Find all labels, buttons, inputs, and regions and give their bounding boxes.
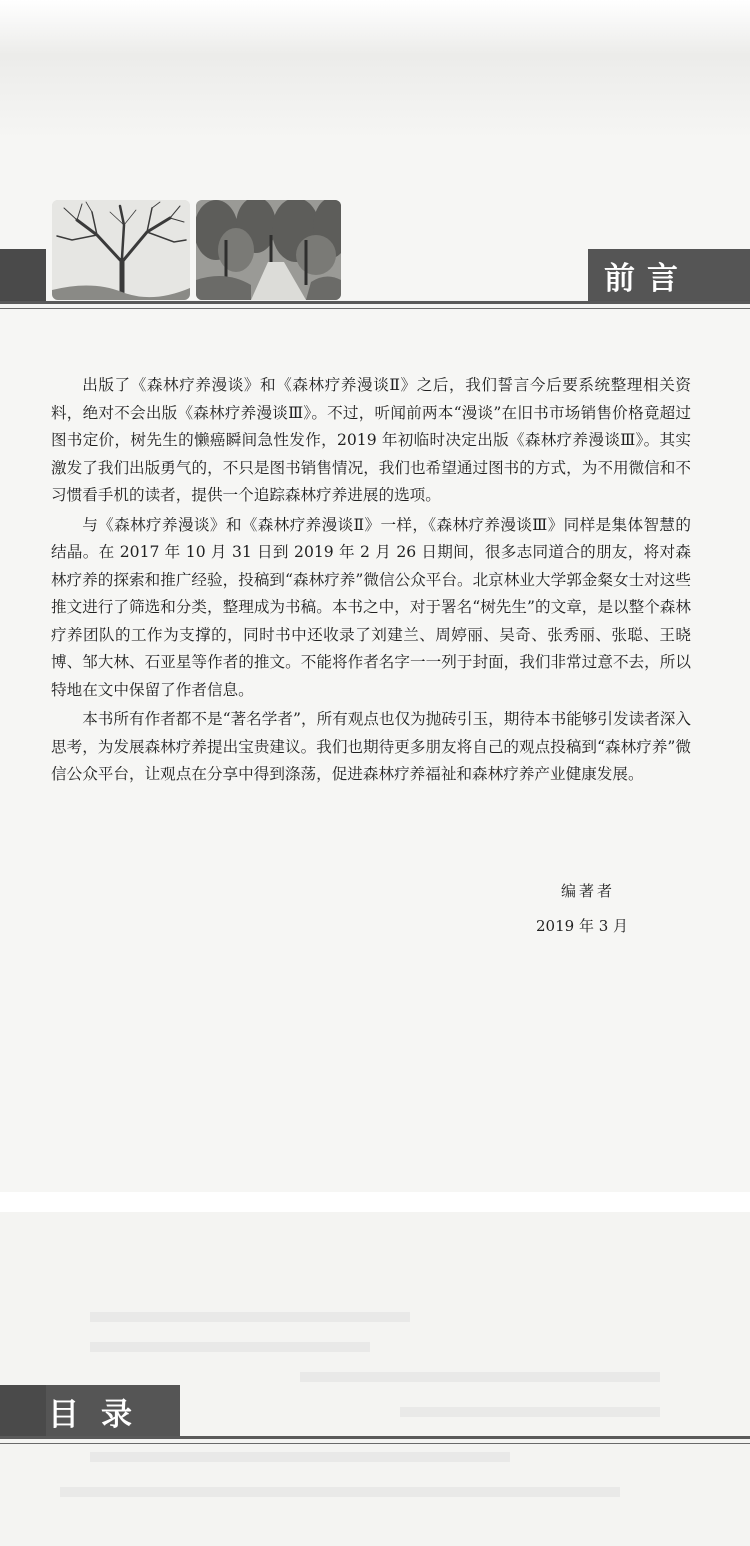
toc-rule xyxy=(0,1436,750,1439)
preface-date: 2019 年 3 月 xyxy=(536,917,629,935)
header-rule xyxy=(0,301,750,304)
preface-paragraph-3: 本书所有作者都不是“著名学者”，所有观点也仅为抛砖引玉，期待本书能够引发读者深入思考，为发展森林疗养提出宝贵建议。我们也期待更多朋友将自己的观点投稿到“森林疗养”微信公众平台，让观点在分享中得到涤荡，促进森林疗养福祉和森林疗养产业健康发展。 xyxy=(51,710,691,783)
toc-title: 目录 xyxy=(48,1397,154,1433)
forest-path-illustration xyxy=(196,200,341,300)
toc-rule-thin xyxy=(0,1443,750,1444)
header-left-bar xyxy=(0,249,46,302)
toc-page xyxy=(0,1212,750,1546)
header-rule-thin xyxy=(0,308,750,309)
preface-paragraph-2: 与《森林疗养漫谈》和《森林疗养漫谈Ⅱ》一样，《森林疗养漫谈Ⅲ》同样是集体智慧的结晶。在 2017 年 10 月 31 日到 2019 年 2 月 26 日期间，很多志同道合的朋友，将对森林疗养的探索和推广经验，投稿到“森林疗养”微信公众平台。北京林业大学郭金粲女士对这些推文进行了筛选和分类，整理成为书稿。本书之中，对于署名“树先生”的文章，是以整个森林疗养团队的工作为支撑的，同时书中还收录了刘建兰、周婷丽、吴奇、张秀丽、张聪、王晓博、邹大林、石亚星等作者的推文。不能将作者名字一一列于封面，我们非常过意不去，所以特地在文中保留了作者信息。 xyxy=(51,515,691,699)
toc-left-bar xyxy=(0,1385,46,1437)
preface-body xyxy=(51,372,691,791)
preface-paragraph-1: 出版了《森林疗养漫谈》和《森林疗养漫谈Ⅱ》之后，我们誓言今后要系统整理相关资料，绝对不会出版《森林疗养漫谈Ⅲ》。不过，听闻前两本“漫谈”在旧书市场销售价格竟超过图书定价，树先生的懒癌瞬间急性发作，2019 年初临时决定出版《森林疗养漫谈Ⅲ》。其实激发了我们出版勇气的，不只是图书销售情况，我们也希望通过图书的方式，为不用微信和不习惯看手机的读者，提供一个追踪森林疗养进展的选项。 xyxy=(51,376,691,504)
preface-signature: 编著者 xyxy=(561,882,616,900)
bare-tree-illustration xyxy=(52,200,190,300)
page-gap xyxy=(0,1192,750,1212)
preface-title: 前言 xyxy=(604,261,690,297)
